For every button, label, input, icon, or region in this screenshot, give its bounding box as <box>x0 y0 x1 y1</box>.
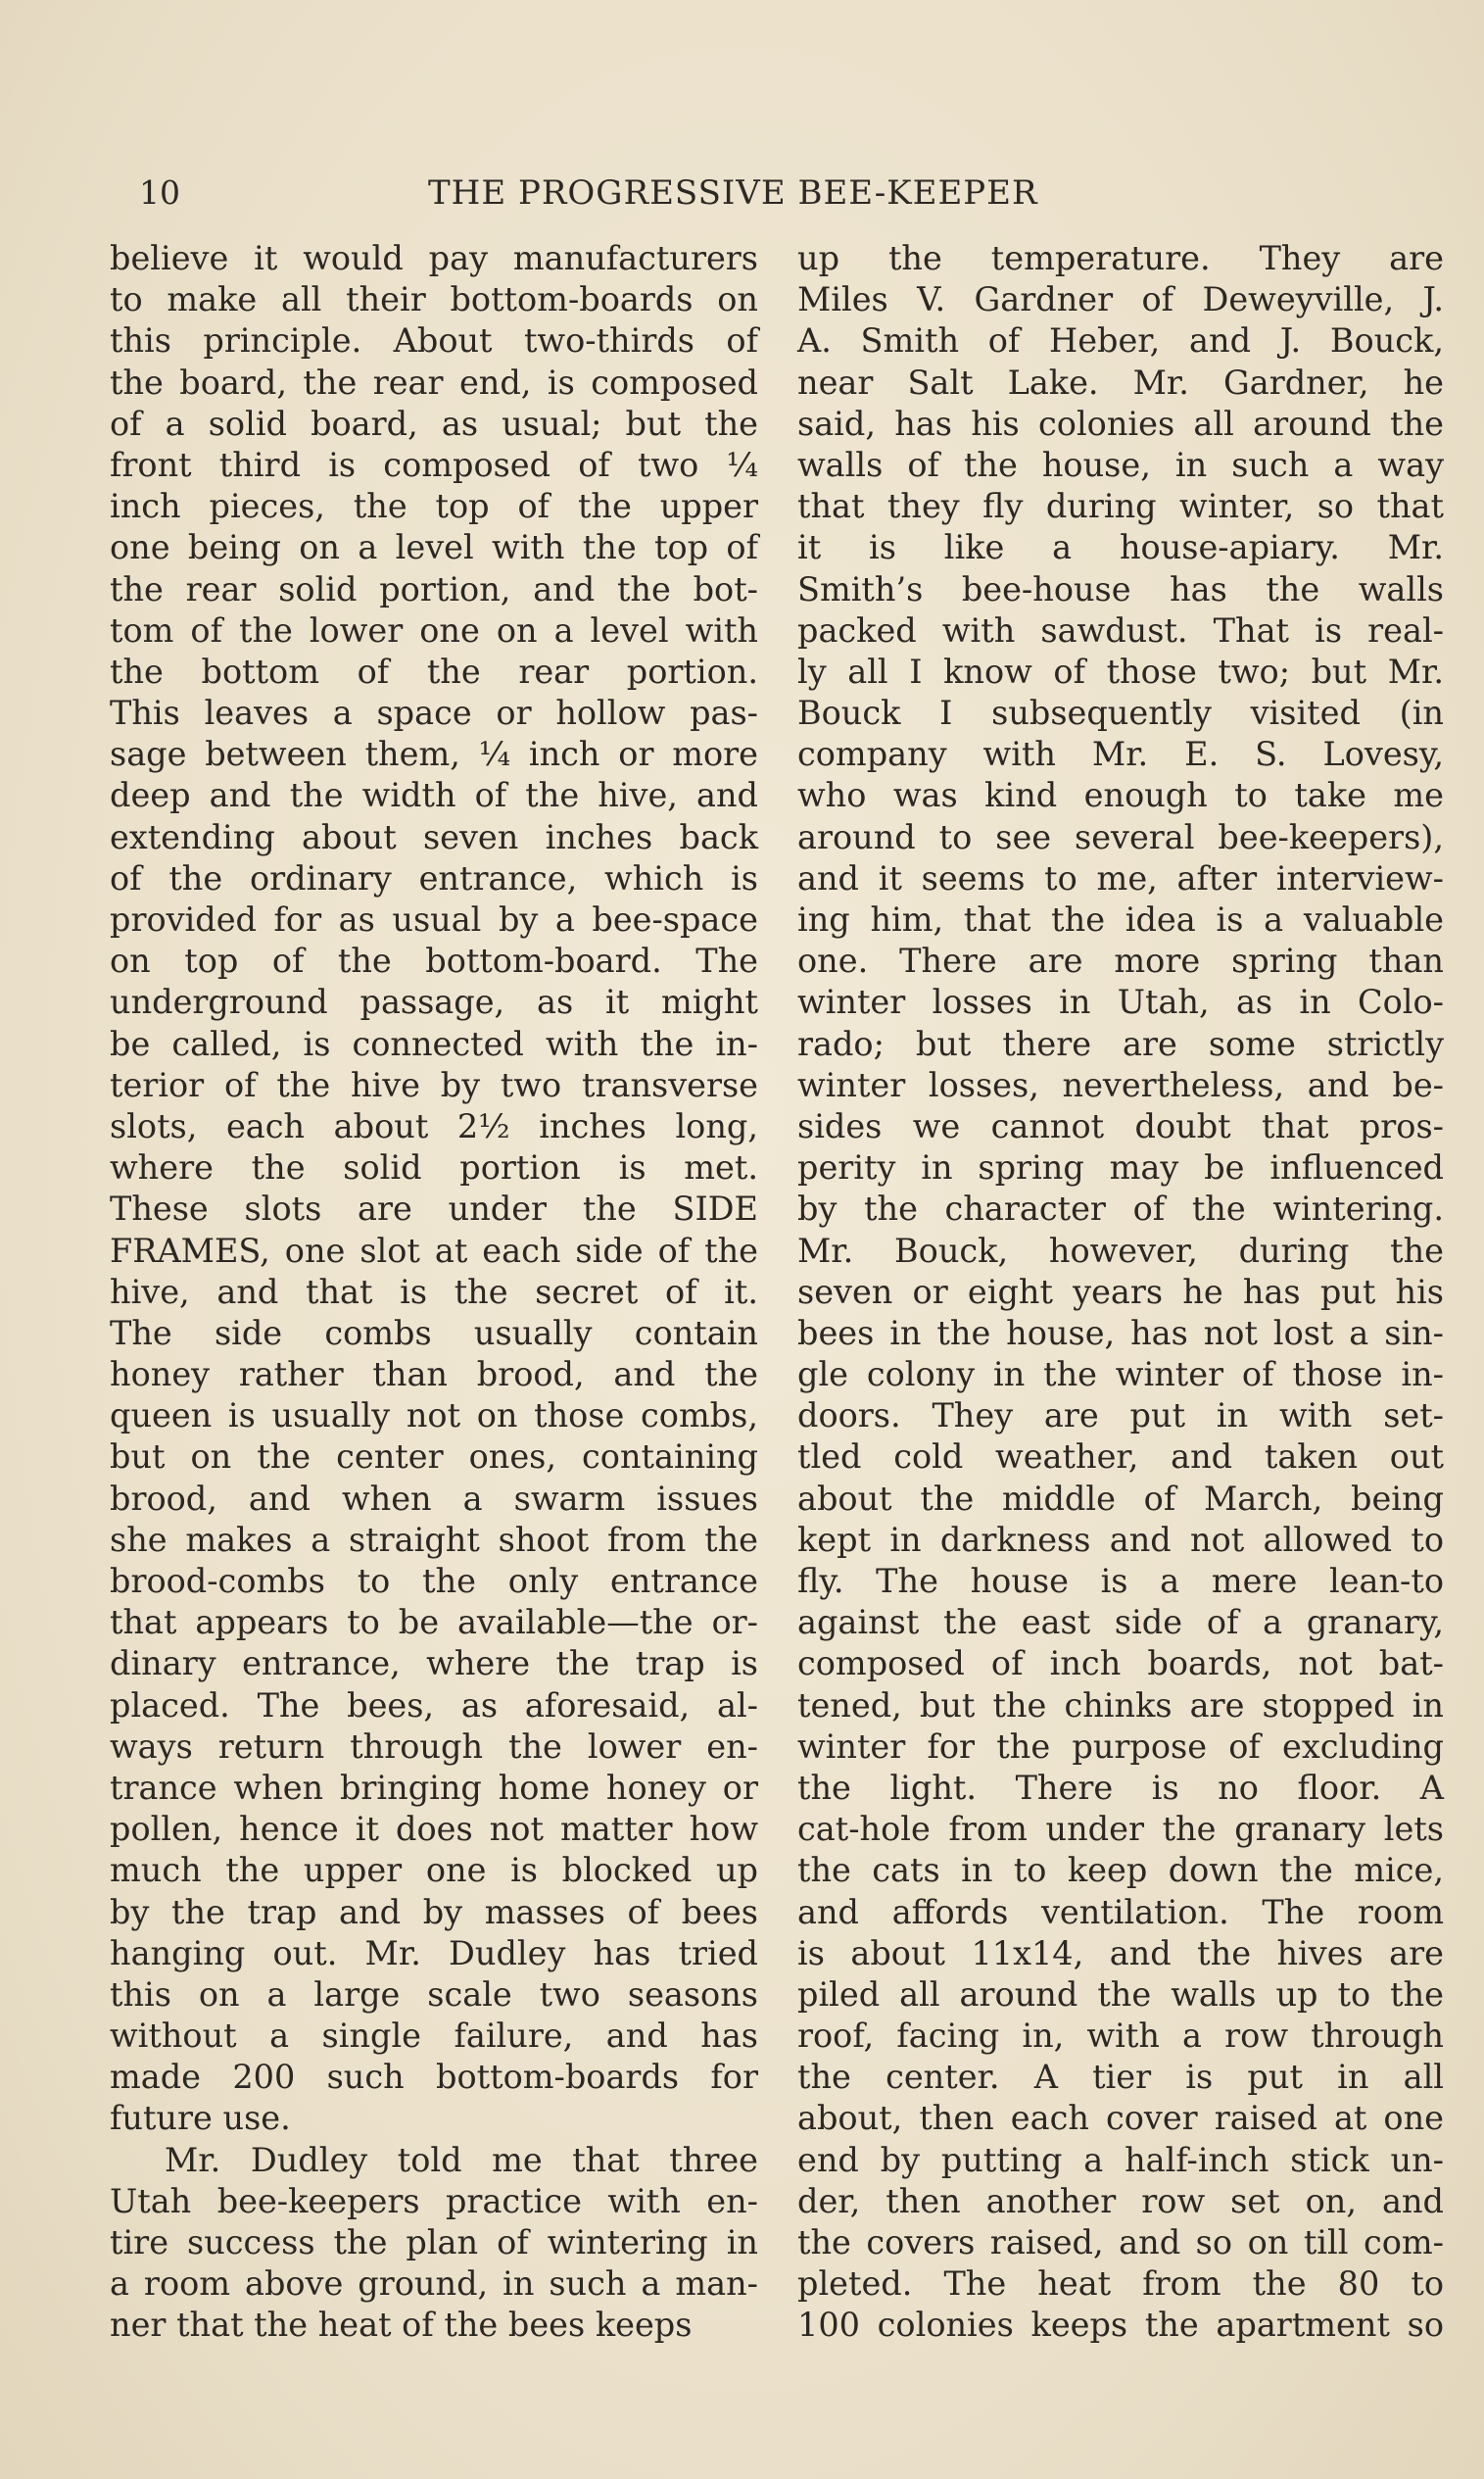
page-header <box>110 169 1447 218</box>
text-line: pleted. The heat from the 80 to <box>797 2264 1444 2304</box>
text-line: that appears to be available—the or- <box>110 1603 758 1642</box>
text-line: dinary entrance, where the trap is <box>110 1644 758 1683</box>
text-line: said, has his colonies all around the <box>797 404 1444 443</box>
text-line: a room above ground, in such a man- <box>110 2264 758 2304</box>
text-line: der, then another row set on, and <box>797 2181 1444 2220</box>
text-line: packed with sawdust. That is real- <box>797 610 1444 650</box>
text-line: roof, facing in, with a row through <box>797 2017 1444 2056</box>
text-line: cat-hole from under the granary lets <box>797 1810 1444 1849</box>
text-line: but on the center ones, containing <box>110 1437 758 1477</box>
text-line: 100 colonies keeps the apartment so <box>797 2306 1444 2345</box>
text-line: perity in spring may be influenced <box>797 1148 1444 1188</box>
text-line: provided for as usual by a bee-space <box>110 900 758 939</box>
text-line: up the temperature. They are <box>797 239 1444 277</box>
text-line: winter losses, nevertheless, and be- <box>797 1065 1444 1104</box>
text-line: A. Smith of Heber, and J. Bouck, <box>797 321 1444 361</box>
text-line: winter for the purpose of excluding <box>797 1726 1444 1766</box>
text-line: sage between them, ¼ inch or more <box>110 735 758 774</box>
text-line: ly all I know of those two; but Mr. <box>797 652 1444 691</box>
text-line: These slots are under the SIDE <box>110 1190 758 1229</box>
text-line: and affords ventilation. The room <box>797 1892 1444 1931</box>
text-line: honey rather than brood, and the <box>110 1355 758 1394</box>
text-line: about the middle of March, being <box>797 1479 1444 1518</box>
text-line: hanging out. Mr. Dudley has tried <box>110 1933 758 1972</box>
text-line: brood-combs to the only entrance <box>110 1562 758 1600</box>
text-line: sides we cannot doubt that pros- <box>797 1106 1444 1145</box>
text-line: where the solid portion is met. <box>110 1148 758 1188</box>
text-line: rado; but there are some strictly <box>797 1024 1444 1063</box>
text-line: made 200 such bottom-boards for <box>110 2058 758 2097</box>
page-number: 10 <box>139 173 180 212</box>
text-line: deep and the width of the hive, and <box>110 776 758 815</box>
text-line: inch pieces, the top of the upper <box>110 487 758 526</box>
text-line: future use. <box>110 2099 291 2138</box>
text-line: near Salt Lake. Mr. Gardner, he <box>797 363 1444 402</box>
text-line: doors. They are put in with set- <box>797 1396 1444 1435</box>
text-line: by the character of the wintering. <box>797 1190 1444 1229</box>
text-line: without a single failure, and has <box>110 2017 758 2056</box>
text-line: it is like a house-apiary. Mr. <box>797 528 1444 567</box>
text-line: this on a large scale two seasons <box>110 1974 758 2014</box>
text-line: queen is usually not on those combs, <box>110 1396 758 1435</box>
text-line: Mr. Dudley told me that three <box>165 2140 758 2179</box>
text-line: Smith’s bee-house has the walls <box>797 569 1444 608</box>
text-line: this principle. About two-thirds of <box>110 321 758 361</box>
text-line: fly. The house is a mere lean-to <box>797 1562 1444 1600</box>
text-line: hive, and that is the secret of it. <box>110 1272 758 1311</box>
text-line: the center. A tier is put in all <box>797 2058 1444 2097</box>
text-line: slots, each about 2½ inches long, <box>110 1106 758 1145</box>
text-line: piled all around the walls up to the <box>797 1974 1444 2014</box>
text-line: the bottom of the rear portion. <box>110 652 758 691</box>
text-line: composed of inch boards, not bat- <box>797 1644 1444 1683</box>
text-line: is about 11x14, and the hives are <box>797 1933 1444 1972</box>
text-line: Mr. Bouck, however, during the <box>797 1231 1444 1270</box>
text-line: Utah bee-keepers practice with en- <box>110 2181 758 2220</box>
text-line: by the trap and by masses of bees <box>110 1892 758 1931</box>
text-line: winter losses in Utah, as in Colo- <box>797 983 1444 1022</box>
left-text-column <box>110 238 758 2347</box>
text-line: the light. There is no floor. A <box>797 1768 1444 1807</box>
text-line: ing him, that the idea is a valuable <box>797 900 1444 939</box>
text-line: much the upper one is blocked up <box>110 1851 758 1890</box>
text-line: against the east side of a granary, <box>797 1603 1444 1642</box>
text-line: This leaves a space or hollow pas- <box>110 694 758 733</box>
running-title: THE PROGRESSIVE BEE-KEEPER <box>428 173 1038 213</box>
text-line: tom of the lower one on a level with <box>110 610 758 650</box>
text-line: tled cold weather, and taken out <box>797 1437 1444 1477</box>
text-line: Miles V. Gardner of Deweyville, J. <box>797 280 1444 319</box>
text-line: who was kind enough to take me <box>797 776 1444 815</box>
text-line: underground passage, as it might <box>110 983 758 1022</box>
text-line: kept in darkness and not allowed to <box>797 1520 1444 1559</box>
text-line: placed. The bees, as aforesaid, al- <box>110 1685 758 1725</box>
text-line: ways return through the lower en- <box>110 1726 758 1766</box>
text-line: she makes a straight shoot from the <box>110 1520 758 1559</box>
text-line: that they fly during winter, so that <box>797 487 1444 526</box>
text-line: seven or eight years he has put his <box>797 1272 1444 1311</box>
text-line: tire success the plan of wintering in <box>110 2223 758 2261</box>
text-line: about, then each cover raised at one <box>797 2099 1444 2138</box>
text-line: Bouck I subsequently visited (in <box>797 694 1444 733</box>
text-line: of a solid board, as usual; but the <box>110 404 758 443</box>
text-line: to make all their bottom-boards on <box>110 280 758 319</box>
text-line: gle colony in the winter of those in- <box>797 1355 1444 1394</box>
text-line: brood, and when a swarm issues <box>110 1479 758 1518</box>
text-line: the rear solid portion, and the bot- <box>110 569 758 608</box>
text-line: and it seems to me, after interview- <box>797 858 1444 898</box>
text-line: around to see several bee-keepers), <box>797 817 1444 856</box>
text-line: on top of the bottom-board. The <box>110 942 758 981</box>
text-line: trance when bringing home honey or <box>110 1768 758 1807</box>
text-line: terior of the hive by two transverse <box>110 1065 758 1104</box>
text-line: front third is composed of two ¼ <box>110 445 758 484</box>
text-line: company with Mr. E. S. Lovesy, <box>797 735 1444 774</box>
text-line: tened, but the chinks are stopped in <box>797 1685 1444 1725</box>
text-line: the board, the rear end, is composed <box>110 363 758 402</box>
text-line: of the ordinary entrance, which is <box>110 858 758 898</box>
text-line: The side combs usually contain <box>110 1313 758 1352</box>
text-line: the cats in to keep down the mice, <box>797 1851 1444 1890</box>
text-line: walls of the house, in such a way <box>797 445 1444 484</box>
text-line: one. There are more spring than <box>797 942 1444 981</box>
text-line: bees in the house, has not lost a sin- <box>797 1313 1444 1352</box>
text-line: end by putting a half-inch stick un- <box>797 2140 1444 2179</box>
text-line: ner that the heat of the bees keeps <box>110 2306 693 2345</box>
text-line: FRAMES, one slot at each side of the <box>110 1231 758 1270</box>
text-line: the covers raised, and so on till com- <box>797 2223 1444 2261</box>
text-line: be called, is connected with the in- <box>110 1024 758 1063</box>
text-line: one being on a level with the top of <box>110 528 758 567</box>
text-line: pollen, hence it does not matter how <box>110 1810 758 1849</box>
text-line: believe it would pay manufacturers <box>110 239 758 277</box>
right-text-column <box>797 238 1444 2347</box>
text-line: extending about seven inches back <box>110 817 758 856</box>
